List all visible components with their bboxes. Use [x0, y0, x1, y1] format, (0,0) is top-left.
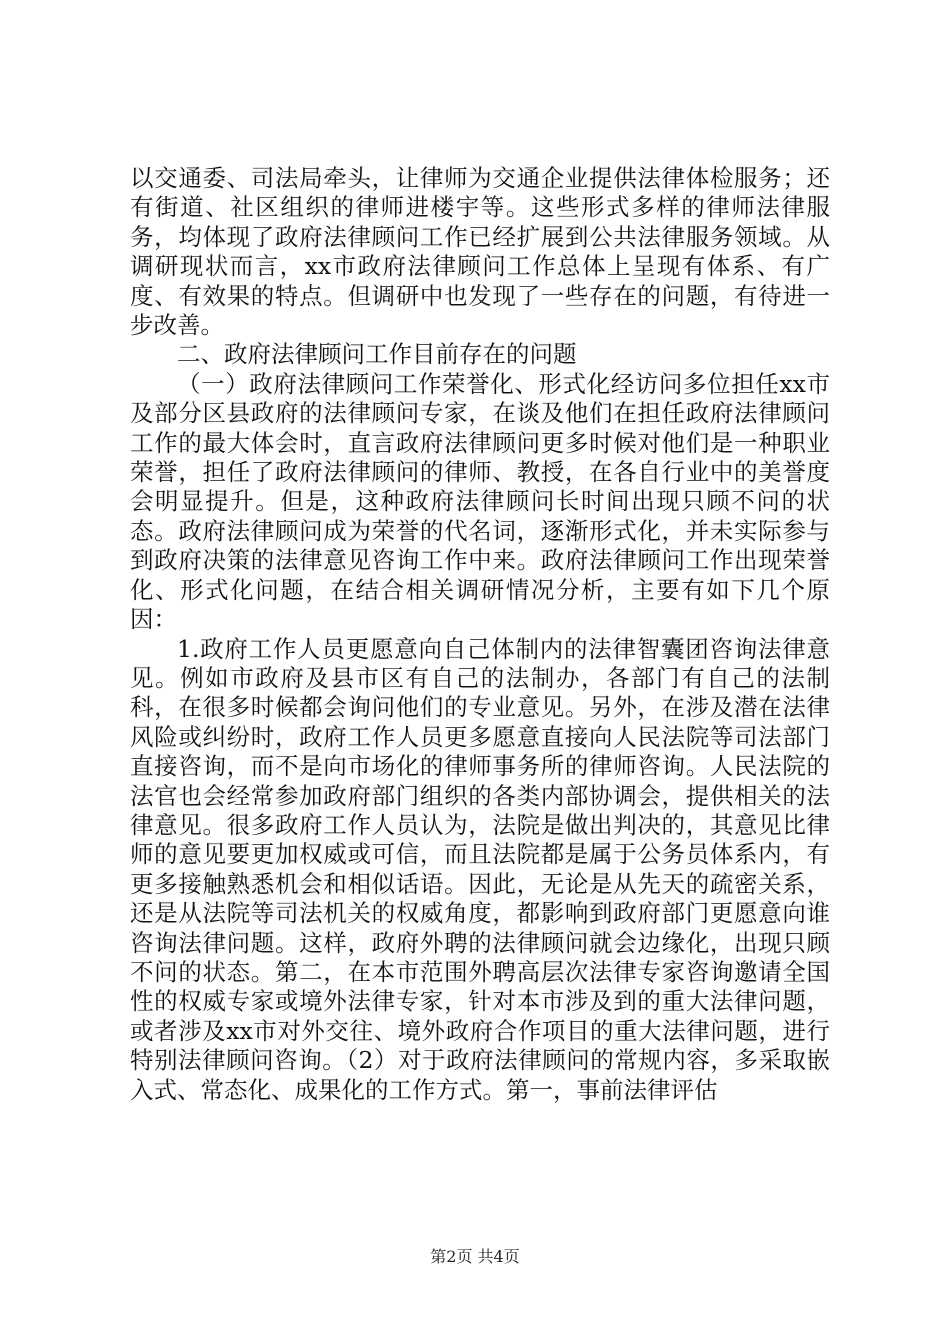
page-number-footer: 第2页 共4页	[430, 1247, 520, 1266]
paragraph-point-one: 1.政府工作人员更愿意向自己体制内的法律智囊团咨询法律意见。例如市政府及县市区有自己的法制办，各部门有自己的法制科，在很多时候都会询问他们的专业意见。另外，在涉及潜在法律风险或纠纷时，政府工作人员更多愿意直接向人民法院等司法部门直接咨询，而不是向市场化的律师事务所的律师咨询。人民法院的法官也会经常参加政府部门组织的各类内部协调会，提供相关的法律意见。很多政府工作人员认为，法院是做出判决的，其意见比律师的意见要更加权威或可信，而且法院都是属于公务员体系内，有更多接触熟悉机会和相似话语。因此，无论是从先天的疏密关系，还是从法院等司法机关的权威角度，都影响到政府部门更愿意向谁咨询法律问题。这样，政府外聘的法律顾问就会边缘化，出现只顾不问的状态。第二，在本市范围外聘高层次法律专家咨询邀请全国性的权威专家或境外法律专家，针对本市涉及到的重大法律问题，或者涉及xx市对外交往、境外政府合作项目的重大法律问题，进行特别法律顾问咨询。（2）对于政府法律顾问的常规内容，多采取嵌入式、常态化、成果化的工作方式。第一，事前法律评估	[130, 634, 830, 1104]
section-heading: 二、政府法律顾问工作目前存在的问题	[177, 340, 577, 369]
paragraph-continuation: 以交通委、司法局牵头，让律师为交通企业提供法律体检服务；还有街道、社区组织的律师进楼宇等。这些形式多样的律师法律服务，均体现了政府法律顾问工作已经扩展到公共法律服务领域。从调研现状而言，xx市政府法律顾问工作总体上呈现有体系、有广度、有效果的特点。但调研中也发现了一些存在的问题，有待进一步改善。	[130, 164, 830, 340]
paragraph-subsection-one: （一）政府法律顾问工作荣誉化、形式化经访问多位担任xx市及部分区县政府的法律顾问专家，在谈及他们在担任政府法律顾问工作的最大体会时，直言政府法律顾问更多时候对他们是一种职业荣誉，担任了政府法律顾问的律师、教授，在各自行业中的美誉度会明显提升。但是，这种政府法律顾问长时间出现只顾不问的状态。政府法律顾问成为荣誉的代名词，逐渐形式化，并未实际参与到政府决策的法律意见咨询工作中来。政府法律顾问工作出现荣誉化、形式化问题，在结合相关调研情况分析，主要有如下几个原因：	[130, 369, 830, 634]
document-body	[130, 164, 830, 1105]
